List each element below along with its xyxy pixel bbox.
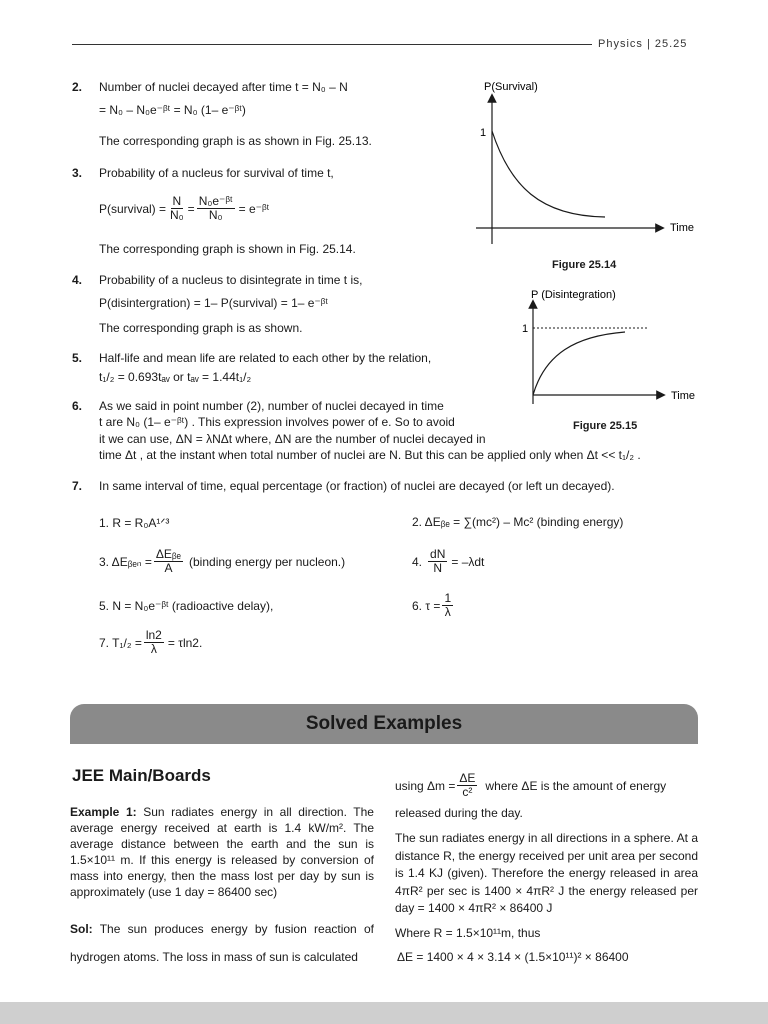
item-4-line3: The corresponding graph is as shown. — [99, 321, 303, 335]
formula-4-lhs: 4. — [412, 554, 423, 569]
frac-den: λ — [444, 605, 451, 620]
formula-3-fraction — [154, 548, 183, 575]
item-5-number: 5. — [72, 351, 83, 365]
frac-num: ΔEᵦₑ — [155, 547, 182, 561]
frac-num: ΔE — [459, 771, 476, 785]
formula-7-fraction — [144, 629, 164, 656]
frac-den: N₀ — [208, 208, 223, 223]
using-rest: where ΔE is the amount of energy — [485, 778, 667, 793]
figure-25-14-caption: Figure 25.14 — [552, 259, 617, 271]
item-5-line2: t₁/₂ = 0.693tₐᵥ or tₐᵥ = 1.44t₁/₂ — [99, 370, 252, 384]
survival-equation — [99, 195, 269, 222]
fig14-tick-1: 1 — [480, 127, 487, 139]
banner-title: Solved Examples — [305, 713, 463, 734]
frac-num: ln2 — [145, 628, 162, 642]
frac-num: N — [172, 194, 182, 208]
item-3-number: 3. — [72, 166, 83, 180]
item-6-line3: it we can use, ΔN = λNΔt where, ΔN are the number of nuclei decayed in — [99, 432, 486, 446]
formula-6-fraction — [442, 592, 453, 619]
formula-5: 5. N = N₀e⁻ᵝᵗ (radioactive delay), — [99, 599, 274, 613]
sol-text: The sun produces energy by fusion reaction of hydrogen atoms. The loss in mass of sun is calculated — [70, 922, 374, 964]
item-5-line1: Half-life and mean life are related to each other by the relation, — [99, 351, 432, 365]
fig15-disintegration-curve — [533, 332, 625, 395]
item-2-line3: The corresponding graph is as shown in Fig. 25.13. — [99, 134, 372, 148]
formula-3-lhs: 3. ΔEᵦₑₙ = — [99, 554, 152, 569]
frac-den: N₀ — [170, 208, 184, 223]
fig15-tick-1: 1 — [522, 323, 529, 335]
formula-6 — [412, 592, 455, 619]
example-text: Sun radiates energy in all direction. The average energy received at earth is 1.4 kW/m². The average distance between the earth and the sun is 1.5×10¹¹ m. If this energy is released by conversion of mass into energy, then the mass lost per day by sun is approximately (use 1 day = 86400 sec) — [70, 805, 374, 899]
where-line: Where R = 1.5×10¹¹m, thus — [395, 926, 541, 940]
frac-den: λ — [150, 642, 157, 657]
running-header: Physics | 25.25 — [598, 38, 688, 50]
item-6-line2: t are N₀ (1– e⁻ᵝᵗ) . This expression involves power of e. So to avoid — [99, 415, 455, 429]
sun-paragraph: The sun radiates energy in all directions in a sphere. At a distance R, the energy received per unit area per second is 1.4 KJ (given). Therefore the energy released in area 4πR² per sec is 1400 × 4πR² J the energy released per day = 1400 × 4πR² × 86400 J — [395, 831, 698, 915]
fig14-x-label: Time — [670, 222, 695, 234]
released-line: released during the day. — [395, 806, 523, 820]
figure-25-15 — [515, 284, 705, 410]
using-text: using Δm = — [395, 778, 456, 793]
figure-25-15-caption: Figure 25.15 — [573, 420, 638, 432]
survival-lhs: P(survival) = — [99, 201, 167, 216]
item-6-line4: time Δt , at the instant when total number of nuclei are N. But this can be applied only when Δt << t₁/₂ . — [99, 448, 641, 462]
item-7-line1: In same interval of time, equal percentage (or fraction) of nuclei are decayed (or left un decayed). — [99, 479, 615, 493]
sol-label: Sol: — [70, 922, 93, 936]
solution — [70, 915, 374, 971]
calc-line: ΔE = 1400 × 4 × 3.14 × (1.5×10¹¹)² × 86400 — [397, 950, 629, 964]
example-1 — [70, 804, 374, 900]
formula-1: 1. R = R₀A¹ᐟ³ — [99, 516, 170, 530]
formula-4-fraction — [428, 548, 447, 575]
fig15-x-label: Time — [671, 390, 696, 402]
formula-4-rhs: = –λdt — [451, 554, 485, 569]
item-4-line2: P(disintergration) = 1– P(survival) = 1– e⁻ᵝᵗ — [99, 296, 329, 310]
formula-2: 2. ΔEᵦₑ = ∑(mc²) – Mc² (binding energy) — [412, 515, 624, 529]
frac-num: 1 — [444, 591, 452, 605]
formula-3-rhs: (binding energy per nucleon.) — [189, 554, 346, 569]
item-3-line3: The corresponding graph is shown in Fig. 25.14. — [99, 242, 356, 256]
item-7-number: 7. — [72, 479, 83, 493]
survival-eq: = — [187, 201, 195, 216]
formula-7-rhs: = τln2. — [167, 635, 203, 650]
mass-fraction — [457, 772, 477, 799]
fig14-y-label: P(Survival) — [484, 81, 538, 93]
formula-6-lhs: 6. τ = — [412, 598, 441, 613]
frac-num: dN — [430, 547, 446, 561]
item-2-number: 2. — [72, 80, 83, 94]
item-4-number: 4. — [72, 273, 83, 287]
survival-fraction-2 — [197, 195, 235, 222]
fig15-y-label: P (Disintegration) — [531, 289, 616, 301]
formula-3 — [99, 548, 345, 575]
frac-num: N₀e⁻ᵝᵗ — [198, 194, 233, 208]
page-footer-bar — [0, 1002, 768, 1024]
figure-25-14 — [470, 76, 710, 252]
frac-den: c² — [462, 785, 473, 800]
fig14-survival-curve — [492, 131, 605, 217]
using-line — [395, 772, 666, 799]
item-6-number: 6. — [72, 399, 83, 413]
item-3-line1: Probability of a nucleus for survival of time t, — [99, 166, 334, 180]
header-rule — [72, 44, 592, 45]
section-title: JEE Main/Boards — [72, 766, 211, 785]
item-2-line1: Number of nuclei decayed after time t = N₀ – N — [99, 80, 348, 94]
formula-7-lhs: 7. T₁/₂ = — [99, 635, 142, 650]
survival-fraction-1 — [168, 195, 186, 222]
formula-7 — [99, 629, 202, 656]
formula-4 — [412, 548, 484, 575]
frac-den: N — [433, 561, 443, 576]
item-2-line2: = N₀ – N₀e⁻ᵝᵗ = N₀ (1– e⁻ᵝᵗ) — [99, 103, 246, 117]
frac-den: A — [164, 561, 173, 576]
item-6-line1: As we said in point number (2), number of nuclei decayed in time — [99, 399, 444, 413]
item-4-line1: Probability of a nucleus to disintegrate in time t is, — [99, 273, 363, 287]
solved-examples-banner — [70, 704, 698, 744]
example-label: Example 1: — [70, 805, 137, 819]
survival-rhs: = e⁻ᵝᵗ — [238, 201, 270, 216]
